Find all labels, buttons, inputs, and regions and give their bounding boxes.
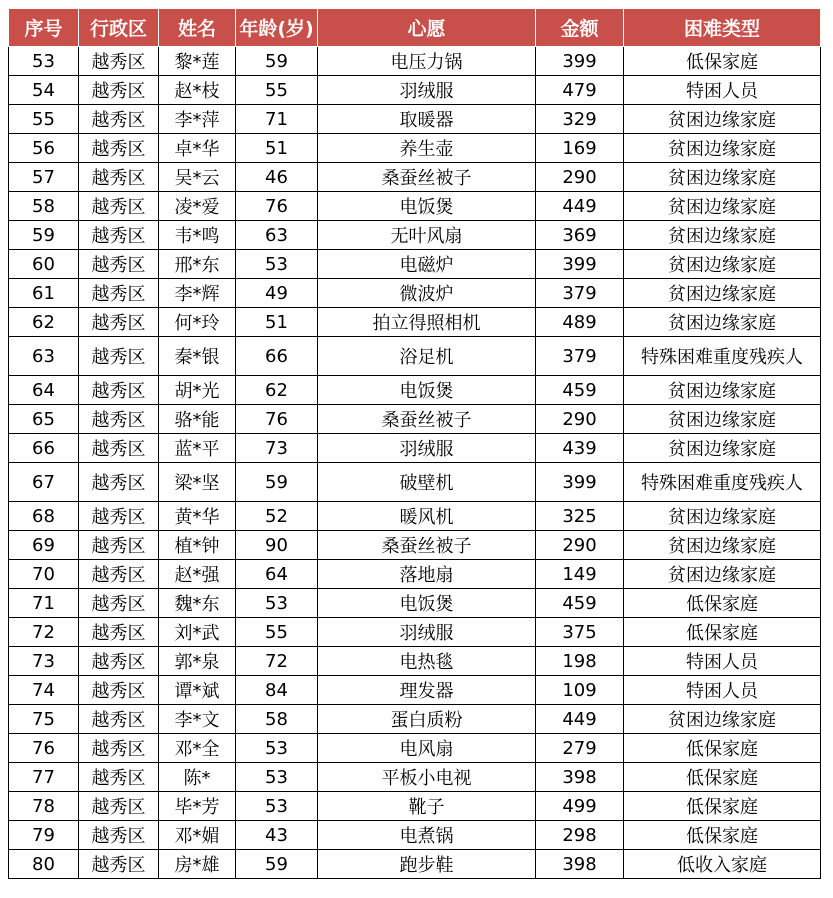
cell-district: 越秀区 [79,463,159,502]
cell-wish: 电煮锅 [318,821,536,850]
cell-age: 73 [236,434,318,463]
cell-district: 越秀区 [79,531,159,560]
cell-amount: 325 [536,502,624,531]
table-row [9,250,821,279]
cell-name: 房*雄 [159,850,236,879]
cell-index: 54 [9,76,79,105]
header-wish: 心愿 [318,9,536,47]
cell-hardship-type: 贫困边缘家庭 [624,163,821,192]
cell-hardship-type: 贫困边缘家庭 [624,308,821,337]
cell-name: 蓝*平 [159,434,236,463]
table-row [9,705,821,734]
cell-age: 49 [236,279,318,308]
cell-age: 76 [236,192,318,221]
cell-district: 越秀区 [79,105,159,134]
cell-amount: 449 [536,705,624,734]
cell-age: 59 [236,850,318,879]
table-row [9,463,821,502]
cell-name: 赵*强 [159,560,236,589]
cell-hardship-type: 贫困边缘家庭 [624,434,821,463]
cell-index: 65 [9,405,79,434]
header-district: 行政区 [79,9,159,47]
table-row [9,531,821,560]
cell-amount: 398 [536,763,624,792]
cell-wish: 羽绒服 [318,434,536,463]
table-row [9,763,821,792]
cell-wish: 平板小电视 [318,763,536,792]
cell-name: 李*文 [159,705,236,734]
cell-age: 53 [236,734,318,763]
cell-amount: 439 [536,434,624,463]
cell-district: 越秀区 [79,850,159,879]
cell-wish: 桑蚕丝被子 [318,163,536,192]
cell-wish: 拍立得照相机 [318,308,536,337]
cell-hardship-type: 贫困边缘家庭 [624,279,821,308]
cell-wish: 养生壶 [318,134,536,163]
cell-name: 李*萍 [159,105,236,134]
cell-name: 赵*枝 [159,76,236,105]
cell-age: 66 [236,337,318,376]
table-row [9,47,821,76]
table-row [9,163,821,192]
table-row [9,76,821,105]
cell-index: 69 [9,531,79,560]
cell-district: 越秀区 [79,560,159,589]
cell-index: 57 [9,163,79,192]
cell-wish: 取暖器 [318,105,536,134]
cell-hardship-type: 低保家庭 [624,589,821,618]
cell-district: 越秀区 [79,734,159,763]
cell-hardship-type: 特殊困难重度残疾人 [624,337,821,376]
cell-amount: 399 [536,47,624,76]
table-row [9,308,821,337]
cell-age: 64 [236,560,318,589]
cell-hardship-type: 低保家庭 [624,792,821,821]
header-row [9,9,821,47]
cell-name: 邓*媚 [159,821,236,850]
cell-amount: 290 [536,163,624,192]
cell-age: 53 [236,792,318,821]
cell-hardship-type: 低保家庭 [624,734,821,763]
cell-age: 43 [236,821,318,850]
cell-index: 80 [9,850,79,879]
cell-name: 邢*东 [159,250,236,279]
cell-wish: 浴足机 [318,337,536,376]
cell-index: 62 [9,308,79,337]
cell-amount: 399 [536,463,624,502]
cell-name: 韦*鸣 [159,221,236,250]
cell-amount: 109 [536,676,624,705]
cell-index: 61 [9,279,79,308]
cell-amount: 489 [536,308,624,337]
cell-name: 凌*爱 [159,192,236,221]
cell-name: 黄*华 [159,502,236,531]
table-row [9,647,821,676]
cell-index: 75 [9,705,79,734]
cell-amount: 459 [536,376,624,405]
cell-wish: 电压力锅 [318,47,536,76]
cell-wish: 电饭煲 [318,376,536,405]
cell-index: 73 [9,647,79,676]
cell-hardship-type: 贫困边缘家庭 [624,502,821,531]
cell-district: 越秀区 [79,763,159,792]
cell-age: 55 [236,76,318,105]
cell-age: 58 [236,705,318,734]
header-age: 年龄(岁) [236,9,318,47]
wish-list-table [8,8,821,879]
cell-age: 52 [236,502,318,531]
cell-hardship-type: 低保家庭 [624,763,821,792]
cell-index: 58 [9,192,79,221]
cell-district: 越秀区 [79,250,159,279]
cell-hardship-type: 低保家庭 [624,47,821,76]
table-row [9,502,821,531]
cell-age: 84 [236,676,318,705]
table-row [9,376,821,405]
cell-index: 79 [9,821,79,850]
cell-index: 71 [9,589,79,618]
cell-district: 越秀区 [79,376,159,405]
cell-amount: 290 [536,531,624,560]
cell-name: 胡*光 [159,376,236,405]
header-hardship-type: 困难类型 [624,9,821,47]
cell-index: 60 [9,250,79,279]
cell-wish: 电饭煲 [318,589,536,618]
cell-name: 黎*莲 [159,47,236,76]
cell-amount: 149 [536,560,624,589]
cell-amount: 398 [536,850,624,879]
cell-district: 越秀区 [79,705,159,734]
cell-index: 74 [9,676,79,705]
header-amount: 金额 [536,9,624,47]
table-row [9,192,821,221]
cell-district: 越秀区 [79,792,159,821]
cell-hardship-type: 贫困边缘家庭 [624,560,821,589]
cell-age: 51 [236,308,318,337]
cell-index: 63 [9,337,79,376]
cell-wish: 电磁炉 [318,250,536,279]
cell-index: 76 [9,734,79,763]
cell-district: 越秀区 [79,279,159,308]
cell-wish: 破壁机 [318,463,536,502]
cell-amount: 379 [536,337,624,376]
cell-age: 59 [236,463,318,502]
cell-hardship-type: 特困人员 [624,76,821,105]
cell-district: 越秀区 [79,76,159,105]
cell-index: 72 [9,618,79,647]
cell-hardship-type: 低保家庭 [624,821,821,850]
cell-wish: 桑蚕丝被子 [318,405,536,434]
cell-wish: 羽绒服 [318,76,536,105]
cell-hardship-type: 贫困边缘家庭 [624,531,821,560]
cell-district: 越秀区 [79,47,159,76]
table-row [9,434,821,463]
cell-name: 秦*银 [159,337,236,376]
cell-district: 越秀区 [79,821,159,850]
cell-index: 78 [9,792,79,821]
cell-age: 76 [236,405,318,434]
cell-wish: 桑蚕丝被子 [318,531,536,560]
cell-index: 59 [9,221,79,250]
cell-district: 越秀区 [79,502,159,531]
header-index: 序号 [9,9,79,47]
cell-hardship-type: 低收入家庭 [624,850,821,879]
table-body [9,47,821,879]
cell-hardship-type: 贫困边缘家庭 [624,405,821,434]
cell-amount: 449 [536,192,624,221]
cell-amount: 369 [536,221,624,250]
cell-age: 59 [236,47,318,76]
cell-age: 46 [236,163,318,192]
cell-district: 越秀区 [79,589,159,618]
cell-amount: 198 [536,647,624,676]
cell-index: 56 [9,134,79,163]
cell-age: 55 [236,618,318,647]
cell-index: 68 [9,502,79,531]
table-row [9,337,821,376]
cell-district: 越秀区 [79,221,159,250]
cell-name: 陈* [159,763,236,792]
cell-age: 63 [236,221,318,250]
cell-hardship-type: 贫困边缘家庭 [624,376,821,405]
cell-district: 越秀区 [79,647,159,676]
cell-name: 郭*泉 [159,647,236,676]
cell-index: 70 [9,560,79,589]
cell-hardship-type: 贫困边缘家庭 [624,192,821,221]
cell-name: 魏*东 [159,589,236,618]
cell-district: 越秀区 [79,676,159,705]
cell-wish: 暖风机 [318,502,536,531]
cell-age: 53 [236,589,318,618]
cell-district: 越秀区 [79,163,159,192]
cell-index: 53 [9,47,79,76]
cell-amount: 375 [536,618,624,647]
cell-age: 62 [236,376,318,405]
cell-name: 李*辉 [159,279,236,308]
cell-age: 72 [236,647,318,676]
cell-name: 梁*坚 [159,463,236,502]
cell-age: 53 [236,763,318,792]
cell-name: 植*钟 [159,531,236,560]
cell-amount: 479 [536,76,624,105]
cell-wish: 靴子 [318,792,536,821]
cell-index: 55 [9,105,79,134]
cell-district: 越秀区 [79,337,159,376]
table-row [9,792,821,821]
cell-index: 66 [9,434,79,463]
cell-amount: 290 [536,405,624,434]
table-row [9,560,821,589]
cell-hardship-type: 贫困边缘家庭 [624,134,821,163]
cell-amount: 459 [536,589,624,618]
table-row [9,134,821,163]
cell-amount: 279 [536,734,624,763]
cell-wish: 理发器 [318,676,536,705]
cell-index: 77 [9,763,79,792]
cell-amount: 379 [536,279,624,308]
cell-amount: 399 [536,250,624,279]
cell-age: 53 [236,250,318,279]
cell-name: 毕*芳 [159,792,236,821]
cell-hardship-type: 贫困边缘家庭 [624,105,821,134]
cell-hardship-type: 特殊困难重度残疾人 [624,463,821,502]
cell-hardship-type: 特困人员 [624,676,821,705]
cell-name: 何*玲 [159,308,236,337]
cell-hardship-type: 贫困边缘家庭 [624,705,821,734]
cell-district: 越秀区 [79,618,159,647]
cell-district: 越秀区 [79,434,159,463]
cell-amount: 329 [536,105,624,134]
cell-hardship-type: 贫困边缘家庭 [624,221,821,250]
table-row [9,105,821,134]
cell-district: 越秀区 [79,308,159,337]
cell-district: 越秀区 [79,405,159,434]
cell-district: 越秀区 [79,134,159,163]
cell-wish: 电风扇 [318,734,536,763]
table-row [9,589,821,618]
cell-wish: 无叶风扇 [318,221,536,250]
cell-wish: 电饭煲 [318,192,536,221]
table-row [9,618,821,647]
cell-wish: 羽绒服 [318,618,536,647]
header-name: 姓名 [159,9,236,47]
cell-age: 90 [236,531,318,560]
cell-name: 邓*全 [159,734,236,763]
cell-name: 吴*云 [159,163,236,192]
cell-amount: 169 [536,134,624,163]
table-row [9,405,821,434]
table-row [9,821,821,850]
cell-wish: 跑步鞋 [318,850,536,879]
cell-wish: 电热毯 [318,647,536,676]
table-row [9,734,821,763]
cell-index: 67 [9,463,79,502]
table-row [9,279,821,308]
table-row [9,676,821,705]
cell-wish: 蛋白质粉 [318,705,536,734]
cell-amount: 499 [536,792,624,821]
cell-name: 谭*斌 [159,676,236,705]
table-row [9,221,821,250]
cell-hardship-type: 贫困边缘家庭 [624,250,821,279]
cell-age: 51 [236,134,318,163]
table-row [9,850,821,879]
cell-hardship-type: 特困人员 [624,647,821,676]
cell-name: 刘*武 [159,618,236,647]
cell-name: 骆*能 [159,405,236,434]
cell-amount: 298 [536,821,624,850]
cell-district: 越秀区 [79,192,159,221]
cell-wish: 微波炉 [318,279,536,308]
cell-name: 卓*华 [159,134,236,163]
cell-hardship-type: 低保家庭 [624,618,821,647]
cell-index: 64 [9,376,79,405]
cell-wish: 落地扇 [318,560,536,589]
cell-age: 71 [236,105,318,134]
